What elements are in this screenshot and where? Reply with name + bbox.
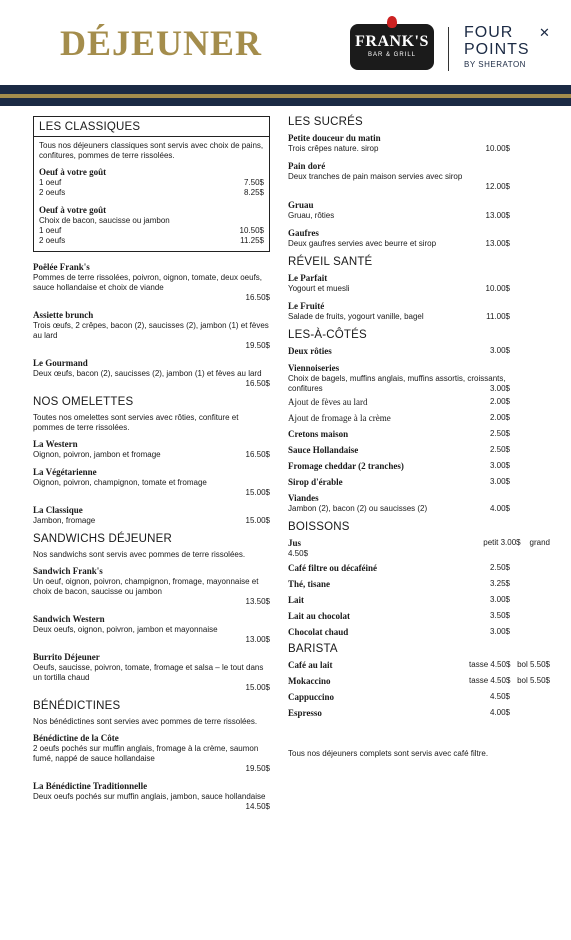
sizes (469, 660, 550, 671)
item-price: 15.00$ (245, 683, 270, 692)
item-price: 11.00$ (486, 312, 510, 321)
menu-item (288, 445, 550, 456)
footer-note: Tous nos déjeuners complets sont servis avec café filtre. (288, 749, 489, 758)
left-column (33, 116, 270, 819)
item-name: Le Parfait (288, 273, 328, 283)
item-price: 10.00$ (485, 144, 510, 153)
section-title: BÉNÉDICTINES (33, 700, 121, 712)
line-label: 1 oeuf (39, 226, 62, 235)
item-name: Sandwich Western (33, 614, 105, 624)
cotes-section (288, 329, 550, 514)
item-name: Lait au chocolat (288, 611, 350, 621)
item-name: La Classique (33, 505, 83, 515)
desc-price-line (288, 504, 550, 514)
item-desc: Jambon (2), bacon (2) ou saucisses (2) (288, 504, 428, 513)
menu-item (33, 733, 270, 774)
item-price: 15.00$ (245, 516, 270, 525)
item-name: Jus (288, 538, 302, 548)
item-name: La Végétarienne (33, 467, 97, 477)
item-name: Espresso (288, 708, 322, 718)
barista-section (288, 643, 550, 719)
menu-item (33, 566, 270, 607)
item-name: Mokaccino (288, 676, 331, 686)
section-note: Nos sandwichs sont servis avec pommes de terre rissolées. (33, 550, 246, 559)
item-price: 16.50$ (245, 293, 270, 302)
item-desc: Gruau, rôties (288, 211, 335, 220)
large-price: bol 5.50$ (517, 676, 550, 685)
item-desc: Jambon, fromage (33, 516, 96, 525)
item-price: 16.50$ (245, 450, 270, 459)
item-price: 10.00$ (485, 284, 510, 293)
item-desc: Yogourt et muesli (288, 284, 350, 293)
menu-item (288, 563, 550, 574)
item-desc: Deux gaufres servies avec beurre et sirop (288, 239, 437, 248)
header-stripe-navy-bottom (0, 98, 571, 106)
menu-item (39, 167, 264, 198)
name-price-line (288, 477, 550, 488)
desc-price-line (288, 284, 550, 294)
menu-item (33, 505, 270, 526)
franks-logo-sub: BAR & GRILL (367, 52, 416, 58)
item-name: Viandes (288, 493, 319, 503)
item-name: Lait (288, 595, 305, 605)
item-desc: Choix de bagels, muffins anglais, muffins assortis, croissants, confitures (288, 374, 506, 393)
four-points-line3: BY SHERATON (464, 60, 526, 69)
item-price: 3.00$ (489, 627, 510, 636)
item-name: Thé, tisane (288, 579, 331, 589)
name-price-line (288, 461, 550, 472)
section-note: Toutes nos omelettes sont servies avec rôties, confiture et pommes de terre rissolées. (33, 413, 239, 432)
jus-line (288, 538, 550, 549)
franks-logo-name: FRANK'S (355, 33, 429, 50)
menu-item (39, 205, 264, 246)
name-price-line (288, 627, 550, 638)
item-name: La Bénédictine Traditionnelle (33, 781, 148, 791)
item-price: 4.50$ (489, 692, 510, 701)
item-price: 13.00$ (485, 239, 510, 248)
price-line (39, 236, 264, 246)
small-price: tasse 4.50$ (469, 660, 511, 669)
item-desc: Oignon, poivron, champignon, tomate et fromage (33, 478, 207, 487)
menu-item (33, 781, 270, 812)
menu-item (33, 614, 270, 645)
item-price: 19.50$ (245, 341, 270, 350)
menu-item (288, 133, 550, 154)
item-price: 16.50$ (245, 379, 270, 388)
four-points-line2: POINTS (464, 41, 530, 58)
section-title: RÉVEIL SANTÉ (288, 256, 373, 268)
name-price-line (288, 563, 550, 574)
menu-item (288, 708, 550, 719)
section-title: LES-À-CÔTÉS (288, 329, 367, 341)
item-price: 4.00$ (489, 504, 510, 513)
item-desc: Oeufs, saucisse, poivron, tomate, fromage et salsa – le tout dans un tortilla chaud (33, 663, 264, 682)
item-name: La Western (33, 439, 78, 449)
menu-item (288, 477, 550, 488)
item-price: 2.50$ (489, 445, 510, 454)
sucres-section (288, 116, 550, 249)
menu-item (288, 228, 550, 249)
item-name: Cappuccino (288, 692, 335, 702)
item-price: 2.50$ (489, 563, 510, 572)
small-price: tasse 4.50$ (469, 676, 511, 685)
item-name: Deux rôties (288, 346, 332, 356)
menu-title: DÉJEUNER (60, 23, 263, 63)
four-points-star-icon: ✕ (539, 25, 550, 40)
item-desc: Un oeuf, oignon, poivron, champignon, fromage, mayonnaise et choix de bacon, saucisse ou jambon (33, 577, 259, 596)
franks-logo (350, 24, 434, 70)
item-name: Ajout de fèves au lard (288, 397, 368, 407)
item-name: Bénédictine de la Côte (33, 733, 119, 743)
menu-item (288, 397, 550, 408)
four-points-line1: FOUR (464, 24, 514, 41)
desc-price-line (33, 516, 270, 526)
item-price: 3.00$ (489, 384, 510, 393)
item-desc: Trois œufs, 2 crêpes, bacon (2), saucisses (2), jambon (1) et fèves au lard (33, 321, 269, 340)
item-price: 14.50$ (245, 802, 270, 811)
section-note: Nos bénédictines sont servies avec pommes de terre rissolées. (33, 717, 258, 726)
section-title: LES CLASSIQUES (34, 121, 269, 137)
name-price-line (288, 445, 550, 456)
item-desc: Pommes de terre rissolées, poivron, oignon, tomate, deux oeufs, sauce hollandaise et choix de viande (33, 273, 263, 292)
price-line (39, 178, 264, 188)
section-title: BARISTA (288, 643, 338, 655)
four-points-logo (464, 24, 564, 69)
item-price: 3.00$ (489, 477, 510, 486)
menu-item (288, 273, 550, 294)
item-name: Ajout de fromage à la crème (288, 413, 391, 423)
item-desc: 2 oeufs pochés sur muffin anglais, fromage à la crème, saumon fumé, nappé de sauce hollandaise (33, 744, 259, 763)
sized-line (288, 660, 550, 671)
specials-section (33, 262, 270, 389)
item-price: 11.25$ (240, 236, 264, 245)
item-name: Café au lait (288, 660, 333, 670)
item-desc: Deux oeufs, oignon, poivron, jambon et mayonnaise (33, 625, 218, 634)
name-price-line (288, 429, 550, 440)
menu-item (288, 346, 550, 357)
sizes (469, 676, 550, 687)
desc-price-line (288, 239, 550, 249)
item-name: Assiette brunch (33, 310, 94, 320)
item-name: Viennoiseries (288, 363, 340, 373)
menu-item (33, 310, 270, 351)
large-label: grand (529, 538, 550, 547)
right-column (288, 116, 550, 759)
item-price: 2.00$ (489, 397, 510, 406)
menu-item (288, 595, 550, 606)
item-price: 2.50$ (489, 429, 510, 438)
desc-price-line (288, 144, 550, 154)
item-desc: Oignon, poivron, jambon et fromage (33, 450, 161, 459)
menu-item (288, 611, 550, 622)
menu-item-jus (288, 538, 550, 559)
omelettes-section (33, 396, 270, 526)
small-price: petit 3.00$ (483, 538, 521, 547)
boissons-section (288, 521, 550, 638)
item-price: 15.00$ (245, 488, 270, 497)
section-title: BOISSONS (288, 521, 350, 533)
menu-item (288, 692, 550, 703)
item-price: 19.50$ (245, 764, 270, 773)
name-price-line (288, 397, 550, 408)
logo-divider (448, 27, 449, 71)
item-price: 13.00$ (245, 635, 270, 644)
name-price-line (288, 692, 550, 703)
item-name: Gaufres (288, 228, 319, 238)
large-price: bol 5.50$ (517, 660, 550, 669)
header-stripe-navy-top (0, 85, 571, 94)
item-name: Fromage cheddar (2 tranches) (288, 461, 404, 471)
name-price-line (288, 413, 550, 424)
menu-item (288, 413, 550, 424)
item-price: 3.00$ (489, 461, 510, 470)
menu-item (288, 493, 550, 514)
item-price: 13.50$ (245, 597, 270, 606)
desc-price-line (33, 450, 270, 460)
item-price: 13.00$ (485, 211, 510, 220)
name-price-line (288, 595, 550, 606)
item-desc: Trois crêpes nature. sirop (288, 144, 379, 153)
menu-item (33, 358, 270, 389)
item-name: Chocolat chaud (288, 627, 349, 637)
line-label: 2 oeufs (39, 236, 66, 245)
item-price: 3.00$ (489, 346, 510, 355)
line-label: 2 oeufs (39, 188, 66, 197)
desc-price-line (288, 211, 550, 221)
menu-item (288, 676, 550, 687)
section-note: Tous nos déjeuners classiques sont servis avec choix de pains, confitures, pommes de terre rissolées. (39, 141, 264, 160)
item-desc: Deux oeufs pochés sur muffin anglais, jambon, sauce hollandaise (33, 792, 266, 801)
menu-item (288, 301, 550, 322)
item-name: Sauce Hollandaise (288, 445, 359, 455)
item-desc: Deux tranches de pain maison servies avec sirop (288, 172, 463, 181)
item-name: Burrito Déjeuner (33, 652, 100, 662)
menu-item (288, 161, 550, 192)
item-name: Cretons maison (288, 429, 349, 439)
menu-item (288, 200, 550, 221)
item-name: Pain doré (288, 161, 326, 171)
item-price: 8.25$ (243, 188, 264, 197)
jus-sizes (483, 538, 550, 549)
menu-item (288, 461, 550, 472)
section-title: SANDWICHS DÉJEUNER (33, 533, 173, 545)
classiques-section (33, 116, 270, 252)
name-price-line (288, 346, 550, 357)
menu-item (288, 579, 550, 590)
item-price: 12.00$ (485, 182, 510, 191)
item-desc: Deux œufs, bacon (2), saucisses (2), jambon (1) et fèves au lard (33, 369, 262, 378)
item-name: Petite douceur du matin (288, 133, 381, 143)
menu-item (33, 467, 270, 498)
menu-item (288, 660, 550, 671)
menu-item (288, 627, 550, 638)
menu-item (33, 652, 270, 693)
name-price-line (288, 579, 550, 590)
menu-item (288, 429, 550, 440)
price-line (39, 188, 264, 198)
item-name: Sandwich Frank's (33, 566, 103, 576)
item-name: Le Gourmand (33, 358, 88, 368)
reveil-section (288, 256, 550, 322)
section-title: LES SUCRÉS (288, 116, 363, 128)
large-price: 4.50$ (288, 549, 309, 558)
item-name: Le Fruité (288, 301, 325, 311)
flame-icon (387, 16, 397, 28)
item-name: Poêlée Frank's (33, 262, 90, 272)
item-price: 2.00$ (489, 413, 510, 422)
menu-header (0, 0, 571, 85)
menu-item (33, 439, 270, 460)
item-price: 10.50$ (239, 226, 264, 235)
item-name: Oeuf à votre goût (39, 205, 107, 215)
menu-item (288, 363, 550, 394)
sandwichs-section (33, 533, 270, 693)
menu-item (33, 262, 270, 303)
price-line (39, 226, 264, 236)
item-price: 4.00$ (489, 708, 510, 717)
item-price: 3.25$ (489, 579, 510, 588)
sized-line (288, 676, 550, 687)
item-price: 3.50$ (489, 611, 510, 620)
benedictines-section (33, 700, 270, 812)
item-desc: Salade de fruits, yogourt vanille, bagel (288, 312, 424, 321)
item-desc: Choix de bacon, saucisse ou jambon (39, 216, 170, 225)
item-price: 7.50$ (243, 178, 264, 187)
item-name: Oeuf à votre goût (39, 167, 107, 177)
item-name: Café filtre ou décaféiné (288, 563, 378, 573)
desc-price-line (288, 312, 550, 322)
item-price: 3.00$ (489, 595, 510, 604)
item-name: Gruau (288, 200, 314, 210)
name-price-line (288, 708, 550, 719)
section-title: NOS OMELETTES (33, 396, 134, 408)
name-price-line (288, 611, 550, 622)
line-label: 1 oeuf (39, 178, 62, 187)
item-name: Sirop d'érable (288, 477, 343, 487)
